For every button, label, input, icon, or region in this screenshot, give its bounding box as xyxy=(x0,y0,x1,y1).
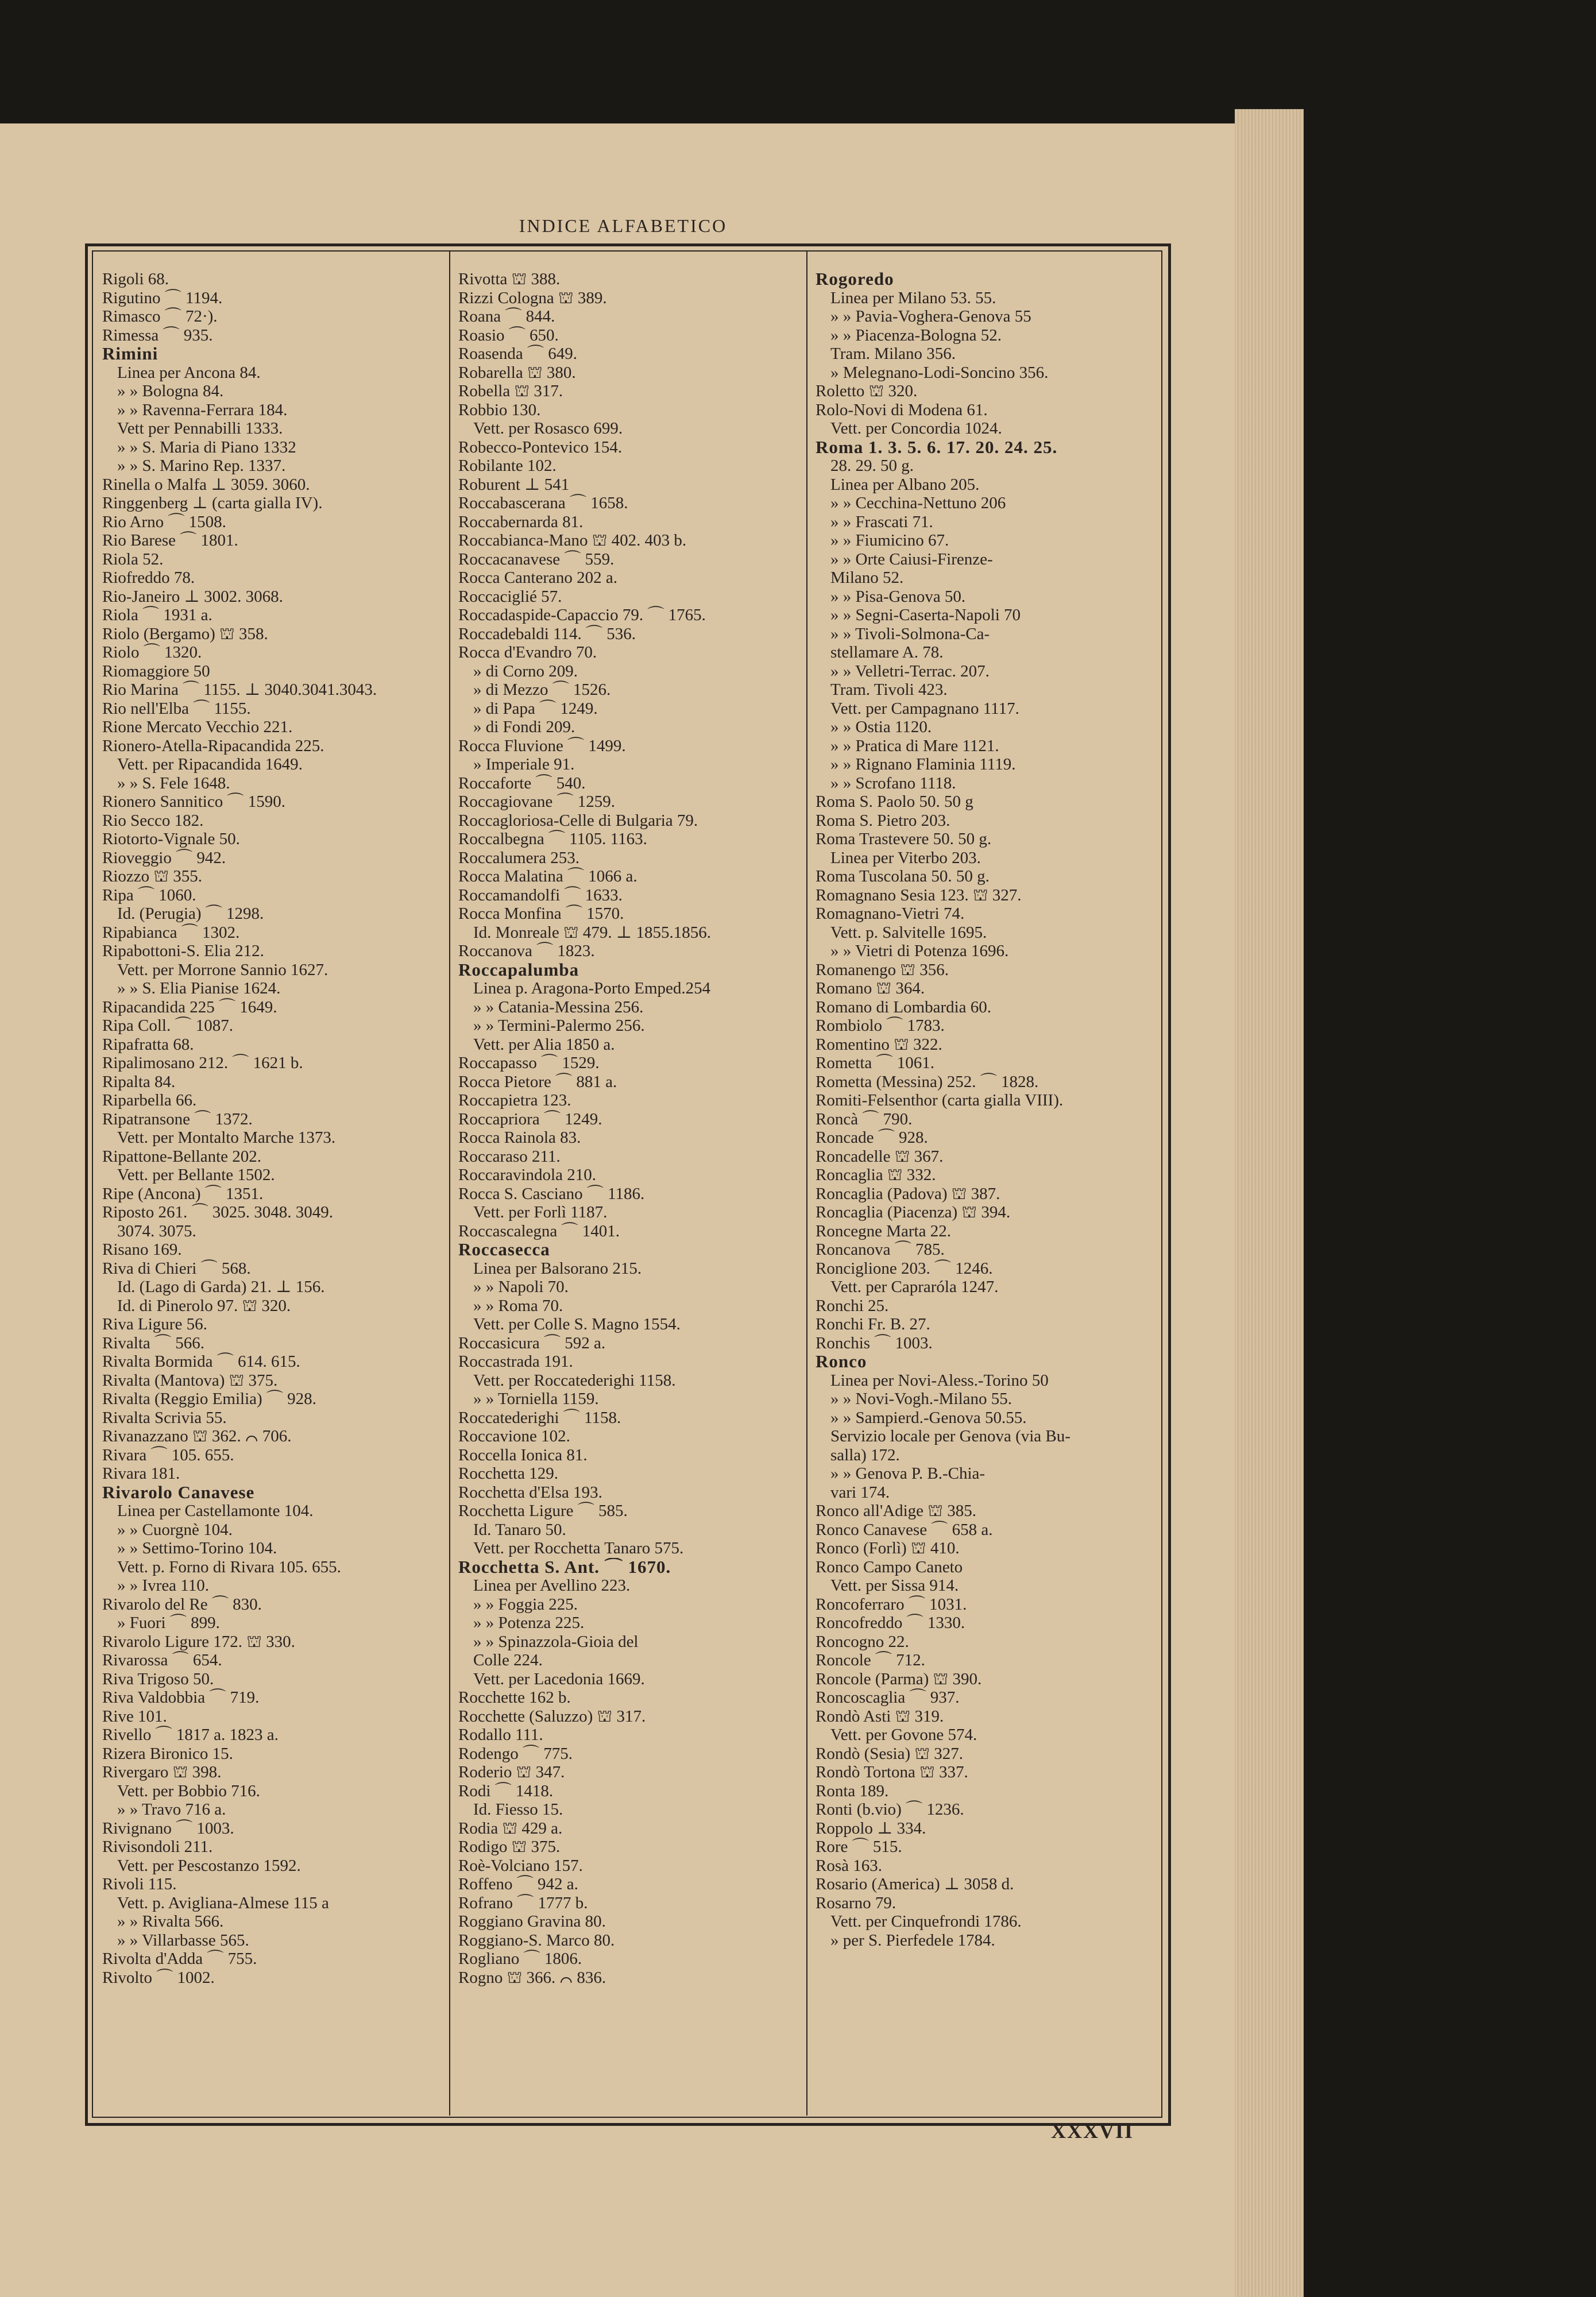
index-column-2 xyxy=(458,270,800,1987)
index-subentry: Vett. p. Salvitelle 1695. xyxy=(830,923,987,942)
index-subentry: » » Pratica di Mare 1121. xyxy=(830,736,999,755)
index-entry: Roncà ⌒ 790. xyxy=(816,1109,913,1128)
index-entry: Robarella ⛫ 380. xyxy=(458,363,576,382)
index-subentry: Vett per Pennabilli 1333. xyxy=(117,419,283,438)
index-entry: Rometta ⌒ 1061. xyxy=(816,1054,935,1072)
index-entry: Rivoli 115. xyxy=(102,1875,177,1893)
page-number: XXXVII xyxy=(1051,2120,1134,2143)
index-subentry: Id. di Pinerolo 97. ⛫ 320. xyxy=(117,1296,291,1315)
index-subentry: » » Villarbasse 565. xyxy=(117,1931,249,1950)
index-subentry: » » Cecchina-Nettuno 206 xyxy=(830,494,1006,512)
index-subentry: » » S. Marino Rep. 1337. xyxy=(117,457,286,475)
index-entry: Ripalta 84. xyxy=(102,1072,176,1091)
index-subentry: » » Velletri-Terrac. 207. xyxy=(830,662,990,680)
index-subentry: » » Rignano Flaminia 1119. xyxy=(830,755,1016,774)
index-entry: Roncofreddo ⌒ 1330. xyxy=(816,1614,965,1632)
index-entry: Rocca Rainola 83. xyxy=(458,1128,581,1147)
index-entry: Riva Ligure 56. xyxy=(102,1315,207,1333)
index-entry: Ronco (Forlì) ⛫ 410. xyxy=(816,1539,960,1557)
index-subentry: Vett. p. Avigliana-Almese 115 a xyxy=(117,1893,329,1912)
index-entry: Rivalta Scrivia 55. xyxy=(102,1408,227,1427)
index-entry: Rometta (Messina) 252. ⌒ 1828. xyxy=(816,1072,1039,1091)
index-subentry: Id. Tanaro 50. xyxy=(473,1520,566,1539)
index-subentry: Vett. per Forlì 1187. xyxy=(473,1203,608,1221)
index-entry: Roncaglia ⛫ 332. xyxy=(816,1166,936,1184)
index-entry: Rosà 163. xyxy=(816,1856,882,1875)
index-entry: Rio Barese ⌒ 1801. xyxy=(102,531,238,550)
index-subentry: Vett. per Lacedonia 1669. xyxy=(473,1669,645,1688)
index-subentry: » per S. Pierfedele 1784. xyxy=(830,1931,995,1950)
index-entry: Romagnano Sesia 123. ⛫ 327. xyxy=(816,885,1022,904)
index-subentry: Vett. per Morrone Sannio 1627. xyxy=(117,960,329,979)
index-entry: Romiti-Felsenthor (carta gialla VIII). xyxy=(816,1091,1064,1109)
index-subentry: » Fuori ⌒ 899. xyxy=(117,1614,220,1632)
index-entry: Roccapietra 123. xyxy=(458,1091,571,1109)
index-entry: Roncoferraro ⌒ 1031. xyxy=(816,1595,967,1614)
index-subentry: Vett. per Sissa 914. xyxy=(830,1576,959,1595)
index-entry: Roncaglia (Padova) ⛫ 387. xyxy=(816,1184,1000,1203)
index-entry: Romanengo ⛫ 356. xyxy=(816,960,949,979)
index-subentry: » » Napoli 70. xyxy=(473,1278,569,1296)
index-heading: Roccapalumba xyxy=(458,960,579,979)
index-subentry: » » Scrofano 1118. xyxy=(830,774,956,792)
index-entry: Roè-Volciano 157. xyxy=(458,1856,583,1875)
index-entry: Roccagiovane ⌒ 1259. xyxy=(458,792,616,811)
index-subentry: Vett. per Pescostanzo 1592. xyxy=(117,1856,301,1875)
index-entry: Roncole (Parma) ⛫ 390. xyxy=(816,1669,982,1688)
index-subentry: Vett. per Rosasco 699. xyxy=(473,419,623,438)
index-entry: Riolo (Bergamo) ⛫ 358. xyxy=(102,624,268,643)
index-entry: Riotorto-Vignale 50. xyxy=(102,830,240,848)
index-entry: Roncole ⌒ 712. xyxy=(816,1651,925,1669)
index-entry: Ripe (Ancona) ⌒ 1351. xyxy=(102,1184,264,1203)
index-entry: Robecco-Pontevico 154. xyxy=(458,438,623,457)
index-subentry: Linea per Novi-Aless.-Torino 50 xyxy=(830,1371,1049,1390)
index-subentry: » » Ivrea 110. xyxy=(117,1576,209,1595)
index-entry: Roccascalegna ⌒ 1401. xyxy=(458,1221,620,1240)
index-entry: Rocca Pietore ⌒ 881 a. xyxy=(458,1072,617,1091)
index-subentry: Vett. per Roccatederighi 1158. xyxy=(473,1371,676,1390)
index-entry: Rimasco ⌒ 72·). xyxy=(102,307,218,326)
index-entry: Rocca d'Evandro 70. xyxy=(458,643,597,662)
index-entry: Ripattone-Bellante 202. xyxy=(102,1147,262,1166)
index-entry: Roccastrada 191. xyxy=(458,1352,573,1371)
index-entry: Rondò Asti ⛫ 319. xyxy=(816,1707,944,1726)
index-entry: Ripatransone ⌒ 1372. xyxy=(102,1109,253,1128)
index-entry: Rionero-Atella-Ripacandida 225. xyxy=(102,736,324,755)
index-subentry: » » S. Fele 1648. xyxy=(117,774,230,792)
index-entry: Roccavione 102. xyxy=(458,1427,570,1445)
index-subentry: » di Corno 209. xyxy=(473,662,578,680)
index-entry: Roccatederighi ⌒ 1158. xyxy=(458,1408,621,1427)
index-entry: Rosarno 79. xyxy=(816,1893,896,1912)
index-entry: Rogliano ⌒ 1806. xyxy=(458,1950,582,1968)
index-subentry: » » Vietri di Potenza 1696. xyxy=(830,942,1009,960)
index-subentry: » » Frascati 71. xyxy=(830,512,933,531)
index-entry: Rivolto ⌒ 1002. xyxy=(102,1968,215,1987)
index-subentry: » » Orte Caiusi-Firenze- xyxy=(830,550,993,569)
index-entry: Roncade ⌒ 928. xyxy=(816,1128,928,1147)
index-entry: Roccabascerana ⌒ 1658. xyxy=(458,494,628,512)
index-subentry: Vett. p. Forno di Rivara 105. 655. xyxy=(117,1557,341,1576)
index-subentry: » » Genova P. B.-Chia- xyxy=(830,1464,986,1483)
index-heading: Roccasecca xyxy=(458,1240,550,1259)
index-subentry: Vett. per Rocchetta Tanaro 575. xyxy=(473,1539,684,1557)
index-subentry: Linea per Avellino 223. xyxy=(473,1576,631,1595)
index-subentry: » » Pavia-Voghera-Genova 55 xyxy=(830,307,1031,326)
index-entry: Riola 52. xyxy=(102,550,164,569)
index-heading: Rimini xyxy=(102,345,159,364)
index-subentry: » Imperiale 91. xyxy=(473,755,575,774)
index-heading: Rocchetta S. Ant. ⌒ 1670. xyxy=(458,1557,671,1576)
index-subentry: Vett. per Concordia 1024. xyxy=(830,419,1002,438)
index-entry: Rocchette 162 b. xyxy=(458,1688,571,1707)
index-entry: Roccapriora ⌒ 1249. xyxy=(458,1109,602,1128)
index-entry: Roggiano Gravina 80. xyxy=(458,1912,606,1931)
index-subentry: » » Foggia 225. xyxy=(473,1595,578,1614)
index-subentry: Vett. per Bobbio 716. xyxy=(117,1781,260,1800)
index-heading: Roma 1. 3. 5. 6. 17. 20. 24. 25. xyxy=(816,438,1058,457)
index-subentry: » » S. Elia Pianise 1624. xyxy=(117,979,281,997)
index-subentry: » » Segni-Caserta-Napoli 70 xyxy=(830,606,1021,624)
index-entry: Rocchetta Ligure ⌒ 585. xyxy=(458,1502,628,1520)
index-subentry: » » Pisa-Genova 50. xyxy=(830,587,966,606)
index-entry: Rionero Sannitico ⌒ 1590. xyxy=(102,792,285,811)
index-subentry: Id. (Lago di Garda) 21. ⊥ 156. xyxy=(117,1278,325,1296)
index-entry: Roccamandolfi ⌒ 1633. xyxy=(458,885,623,904)
index-entry: Rivello ⌒ 1817 a. 1823 a. xyxy=(102,1726,279,1744)
index-entry: Roncanova ⌒ 785. xyxy=(816,1240,945,1259)
index-entry: Ripafratta 68. xyxy=(102,1035,194,1054)
index-subentry: Linea per Viterbo 203. xyxy=(830,848,981,867)
index-heading: Rivarolo Canavese xyxy=(102,1483,255,1502)
index-entry: Roggiano-S. Marco 80. xyxy=(458,1931,615,1950)
index-subentry: Id. (Perugia) ⌒ 1298. xyxy=(117,904,264,923)
index-subentry: Servizio locale per Genova (via Bu- xyxy=(830,1427,1071,1445)
index-entry: Rocca Fluvione ⌒ 1499. xyxy=(458,736,626,755)
index-entry: Roccagloriosa-Celle di Bulgaria 79. xyxy=(458,811,698,830)
index-entry: Rivarolo Ligure 172. ⛫ 330. xyxy=(102,1632,295,1651)
index-entry: Roncaglia (Piacenza) ⛫ 394. xyxy=(816,1203,1011,1221)
index-entry: Ronti (b.vio) ⌒ 1236. xyxy=(816,1800,964,1819)
index-entry: Rivara ⌒ 105. 655. xyxy=(102,1445,234,1464)
index-subentry: » di Papa ⌒ 1249. xyxy=(473,699,598,718)
index-subentry: Linea per Balsorano 215. xyxy=(473,1259,642,1278)
index-entry: Roma Trastevere 50. 50 g. xyxy=(816,830,992,848)
index-subentry: Vett. per Cinquefrondi 1786. xyxy=(830,1912,1022,1931)
index-entry: Romano ⛫ 364. xyxy=(816,979,925,997)
index-entry: Roncoscaglia ⌒ 937. xyxy=(816,1688,960,1707)
index-entry: Rombiolo ⌒ 1783. xyxy=(816,1016,945,1035)
index-entry: Rosario (America) ⊥ 3058 d. xyxy=(816,1875,1014,1893)
index-subentry: » » Ostia 1120. xyxy=(830,718,932,736)
index-entry: Riva Trigoso 50. xyxy=(102,1669,214,1688)
index-entry: Roccadaspide-Capaccio 79. ⌒ 1765. xyxy=(458,606,706,624)
index-entry: Rigutino ⌒ 1194. xyxy=(102,288,223,307)
index-entry: Rio Secco 182. xyxy=(102,811,204,830)
index-entry: Ronco Canavese ⌒ 658 a. xyxy=(816,1520,993,1539)
index-entry: Rivalta Bormida ⌒ 614. 615. xyxy=(102,1352,300,1371)
index-entry: Rivisondoli 211. xyxy=(102,1838,213,1856)
index-subentry: Vett. per Capraróla 1247. xyxy=(830,1278,999,1296)
index-entry: Rogno ⛫ 366. ⌒ 836. xyxy=(458,1968,606,1987)
index-subentry: » » Fiumicino 67. xyxy=(830,531,949,550)
index-entry: Rocchetta d'Elsa 193. xyxy=(458,1483,602,1502)
index-entry: Rodengo ⌒ 775. xyxy=(458,1744,573,1763)
index-entry: Rio nell'Elba ⌒ 1155. xyxy=(102,699,251,718)
index-subentry: » » Termini-Palermo 256. xyxy=(473,1016,645,1035)
index-entry: Rione Mercato Vecchio 221. xyxy=(102,718,293,736)
index-entry: Roma S. Pietro 203. xyxy=(816,811,950,830)
index-entry: Roccaciglié 57. xyxy=(458,587,562,606)
index-subentry: » » Settimo-Torino 104. xyxy=(117,1539,277,1557)
index-entry: Roncadelle ⛫ 367. xyxy=(816,1147,944,1166)
index-entry: Rivarossa ⌒ 654. xyxy=(102,1651,222,1669)
index-entry: Roderio ⛫ 347. xyxy=(458,1763,565,1781)
index-subentry: » » Rivalta 566. xyxy=(117,1912,224,1931)
index-entry: Roma S. Paolo 50. 50 g xyxy=(816,792,973,811)
index-subentry: Vett. per Ripacandida 1649. xyxy=(117,755,303,774)
index-subentry: » » Tivoli-Solmona-Ca- xyxy=(830,624,990,643)
index-subentry: 3074. 3075. xyxy=(117,1221,196,1240)
index-entry: Risano 169. xyxy=(102,1240,182,1259)
index-entry: Rodi ⌒ 1418. xyxy=(458,1781,554,1800)
index-entry: Rocca S. Casciano ⌒ 1186. xyxy=(458,1184,645,1203)
index-entry: Ronta 189. xyxy=(816,1781,889,1800)
index-entry: Riolo ⌒ 1320. xyxy=(102,643,202,662)
index-entry: Riva Valdobbia ⌒ 719. xyxy=(102,1688,260,1707)
index-subentry: » » Torniella 1159. xyxy=(473,1390,599,1408)
index-subentry: » di Fondi 209. xyxy=(473,718,575,736)
index-entry: Rofrano ⌒ 1777 b. xyxy=(458,1893,588,1912)
index-subentry: Tram. Tivoli 423. xyxy=(830,680,948,699)
index-entry: Roccadebaldi 114. ⌒ 536. xyxy=(458,624,636,643)
index-entry: Romentino ⛫ 322. xyxy=(816,1035,942,1054)
index-entry: Ronchis ⌒ 1003. xyxy=(816,1333,933,1352)
index-entry: Ronciglione 203. ⌒ 1246. xyxy=(816,1259,993,1278)
index-subentry: Vett. per Colle S. Magno 1554. xyxy=(473,1315,681,1333)
index-entry: Rodallo 111. xyxy=(458,1726,543,1744)
index-subentry: » » Sampierd.-Genova 50.55. xyxy=(830,1408,1027,1427)
index-subentry: » » Potenza 225. xyxy=(473,1614,585,1632)
index-entry: Riva di Chieri ⌒ 568. xyxy=(102,1259,251,1278)
index-entry: Roletto ⛫ 320. xyxy=(816,382,918,400)
index-entry: Rioveggio ⌒ 942. xyxy=(102,848,226,867)
index-subentry: vari 174. xyxy=(830,1483,890,1502)
index-entry: Rivarolo del Re ⌒ 830. xyxy=(102,1595,262,1614)
index-entry: Roncogno 22. xyxy=(816,1632,909,1651)
index-entry: Roccanova ⌒ 1823. xyxy=(458,942,595,960)
index-entry: Ringgenberg ⊥ (carta gialla IV). xyxy=(102,494,323,512)
index-subentry: » di Mezzo ⌒ 1526. xyxy=(473,680,611,699)
index-subentry: » » Novi-Vogh.-Milano 55. xyxy=(830,1390,1013,1408)
index-entry: Roccalumera 253. xyxy=(458,848,579,867)
index-subentry: » » Ravenna-Ferrara 184. xyxy=(117,400,288,419)
index-entry: Ripabianca ⌒ 1302. xyxy=(102,923,240,942)
index-subentry: Vett. per Montalto Marche 1373. xyxy=(117,1128,336,1147)
index-subentry: » » Spinazzola-Gioia del xyxy=(473,1632,639,1651)
index-entry: Roccaforte ⌒ 540. xyxy=(458,774,586,792)
index-entry: Roburent ⊥ 541 xyxy=(458,475,570,494)
index-entry: Roma Tuscolana 50. 50 g. xyxy=(816,867,990,885)
index-entry: Romagnano-Vietri 74. xyxy=(816,904,965,923)
index-entry: Ripalimosano 212. ⌒ 1621 b. xyxy=(102,1054,303,1072)
index-entry: Romano di Lombardia 60. xyxy=(816,997,992,1016)
index-subentry: » » Bologna 84. xyxy=(117,382,224,400)
index-entry: Ripabottoni-S. Elia 212. xyxy=(102,942,264,960)
index-subentry: Vett. per Bellante 1502. xyxy=(117,1166,275,1184)
index-entry: Ronchi 25. xyxy=(816,1296,889,1315)
index-entry: Rocca Monfina ⌒ 1570. xyxy=(458,904,624,923)
index-entry: Rore ⌒ 515. xyxy=(816,1838,902,1856)
index-entry: Roccella Ionica 81. xyxy=(458,1445,588,1464)
index-entry: Roccapasso ⌒ 1529. xyxy=(458,1054,600,1072)
index-entry: Roncegne Marta 22. xyxy=(816,1221,951,1240)
index-entry: Roccasicura ⌒ 592 a. xyxy=(458,1333,606,1352)
index-subentry: salla) 172. xyxy=(830,1445,900,1464)
index-subentry: Linea per Castellamonte 104. xyxy=(117,1502,314,1520)
index-entry: Robilante 102. xyxy=(458,457,557,475)
index-subentry: Linea per Albano 205. xyxy=(830,475,980,494)
index-entry: Ripa ⌒ 1060. xyxy=(102,885,196,904)
index-entry: Robbio 130. xyxy=(458,400,541,419)
index-entry: Roana ⌒ 844. xyxy=(458,307,555,326)
index-entry: Rivergaro ⛫ 398. xyxy=(102,1763,222,1781)
index-entry: Rio Marina ⌒ 1155. ⊥ 3040.3041.3043. xyxy=(102,680,377,699)
index-entry: Roccabianca-Mano ⛫ 402. 403 b. xyxy=(458,531,687,550)
index-entry: Riola ⌒ 1931 a. xyxy=(102,606,212,624)
index-entry: Riozzo ⛫ 355. xyxy=(102,867,203,885)
index-entry: Rinella o Malfa ⊥ 3059. 3060. xyxy=(102,475,310,494)
index-subentry: Colle 224. xyxy=(473,1651,543,1669)
index-entry: Rivara 181. xyxy=(102,1464,180,1483)
index-subentry: 28. 29. 50 g. xyxy=(830,457,914,475)
index-entry: Rimessa ⌒ 935. xyxy=(102,326,213,345)
index-entry: Rocchetta 129. xyxy=(458,1464,558,1483)
index-entry: Roccalbegna ⌒ 1105. 1163. xyxy=(458,830,647,848)
index-entry: Roasio ⌒ 650. xyxy=(458,326,559,345)
column-divider xyxy=(449,250,450,2116)
index-entry: Ripacandida 225 ⌒ 1649. xyxy=(102,997,277,1016)
index-entry: Rivalta (Reggio Emilia) ⌒ 928. xyxy=(102,1390,316,1408)
index-entry: Roasenda ⌒ 649. xyxy=(458,345,577,363)
index-subentry: Linea per Milano 53. 55. xyxy=(830,288,996,307)
index-subentry: Vett. per Alia 1850 a. xyxy=(473,1035,615,1054)
page-edge xyxy=(1235,109,1304,2297)
index-entry: Rondò Tortona ⛫ 337. xyxy=(816,1763,968,1781)
index-entry: Ronco all'Adige ⛫ 385. xyxy=(816,1502,976,1520)
index-entry: Rondò (Sesia) ⛫ 327. xyxy=(816,1744,964,1763)
index-entry: Rocca Canterano 202 a. xyxy=(458,569,618,587)
column-divider xyxy=(806,250,807,2116)
index-subentry: Vett. per Govone 574. xyxy=(830,1726,977,1744)
index-subentry: Id. Monreale ⛫ 479. ⊥ 1855.1856. xyxy=(473,923,711,942)
index-subentry: » Melegnano-Lodi-Soncino 356. xyxy=(830,363,1049,382)
index-entry: Rodigo ⛫ 375. xyxy=(458,1838,561,1856)
index-entry: Ripa Coll. ⌒ 1087. xyxy=(102,1016,233,1035)
index-entry: Rocchette (Saluzzo) ⛫ 317. xyxy=(458,1707,646,1726)
index-entry: Roppolo ⊥ 334. xyxy=(816,1819,926,1838)
index-subentry: » » Travo 716 a. xyxy=(117,1800,226,1819)
index-entry: Ronco Campo Caneto xyxy=(816,1557,963,1576)
index-entry: Riofreddo 78. xyxy=(102,569,195,587)
index-entry: Rio Arno ⌒ 1508. xyxy=(102,512,226,531)
index-entry: Riposto 261. ⌒ 3025. 3048. 3049. xyxy=(102,1203,333,1221)
index-entry: Rizzi Cologna ⛫ 389. xyxy=(458,288,607,307)
index-subentry: » » Roma 70. xyxy=(473,1296,563,1315)
index-entry: Rizera Bironico 15. xyxy=(102,1744,233,1763)
index-entry: Rigoli 68. xyxy=(102,270,169,288)
index-entry: Rive 101. xyxy=(102,1707,167,1726)
index-subentry: » » S. Maria di Piano 1332 xyxy=(117,438,296,457)
index-column-3 xyxy=(816,270,1154,1950)
index-subentry: Linea per Ancona 84. xyxy=(117,363,261,382)
page-header: INDICE ALFABETICO xyxy=(519,215,728,236)
index-entry: Rivanazzano ⛫ 362. ⌒ 706. xyxy=(102,1427,292,1445)
index-entry: Rio-Janeiro ⊥ 3002. 3068. xyxy=(102,587,283,606)
index-subentry: » » Catania-Messina 256. xyxy=(473,997,644,1016)
index-heading: Rogoredo xyxy=(816,270,894,289)
index-entry: Ronchi Fr. B. 27. xyxy=(816,1315,930,1333)
index-subentry: Tram. Milano 356. xyxy=(830,345,956,363)
index-entry: Rivignano ⌒ 1003. xyxy=(102,1819,234,1838)
index-entry: Rolo-Novi di Modena 61. xyxy=(816,400,988,419)
index-entry: Roccabernarda 81. xyxy=(458,512,583,531)
index-entry: Rivalta (Mantova) ⛫ 375. xyxy=(102,1371,278,1390)
index-entry: Roffeno ⌒ 942 a. xyxy=(458,1875,578,1893)
index-entry: Rivalta ⌒ 566. xyxy=(102,1333,205,1352)
index-subentry: Id. Fiesso 15. xyxy=(473,1800,563,1819)
index-subentry: Milano 52. xyxy=(830,569,904,587)
index-entry: Roccaravindola 210. xyxy=(458,1166,596,1184)
index-heading: Ronco xyxy=(816,1352,867,1371)
index-subentry: » » Piacenza-Bologna 52. xyxy=(830,326,1002,345)
index-entry: Riomaggiore 50 xyxy=(102,662,210,680)
index-entry: Roccacanavese ⌒ 559. xyxy=(458,550,615,569)
index-subentry: Vett. per Campagnano 1117. xyxy=(830,699,1019,718)
index-entry: Riparbella 66. xyxy=(102,1091,197,1109)
index-column-1 xyxy=(102,270,441,1987)
index-subentry: stellamare A. 78. xyxy=(830,643,944,662)
index-entry: Rocca Malatina ⌒ 1066 a. xyxy=(458,867,637,885)
index-entry: Rodia ⛫ 429 a. xyxy=(458,1819,563,1838)
index-entry: Roccaraso 211. xyxy=(458,1147,561,1166)
index-entry: Rivolta d'Adda ⌒ 755. xyxy=(102,1950,257,1968)
index-subentry: » » Cuorgnè 104. xyxy=(117,1520,233,1539)
index-entry: Robella ⛫ 317. xyxy=(458,382,563,400)
index-entry: Rivotta ⛫ 388. xyxy=(458,270,561,288)
index-subentry: Linea p. Aragona-Porto Emped.254 xyxy=(473,979,711,997)
